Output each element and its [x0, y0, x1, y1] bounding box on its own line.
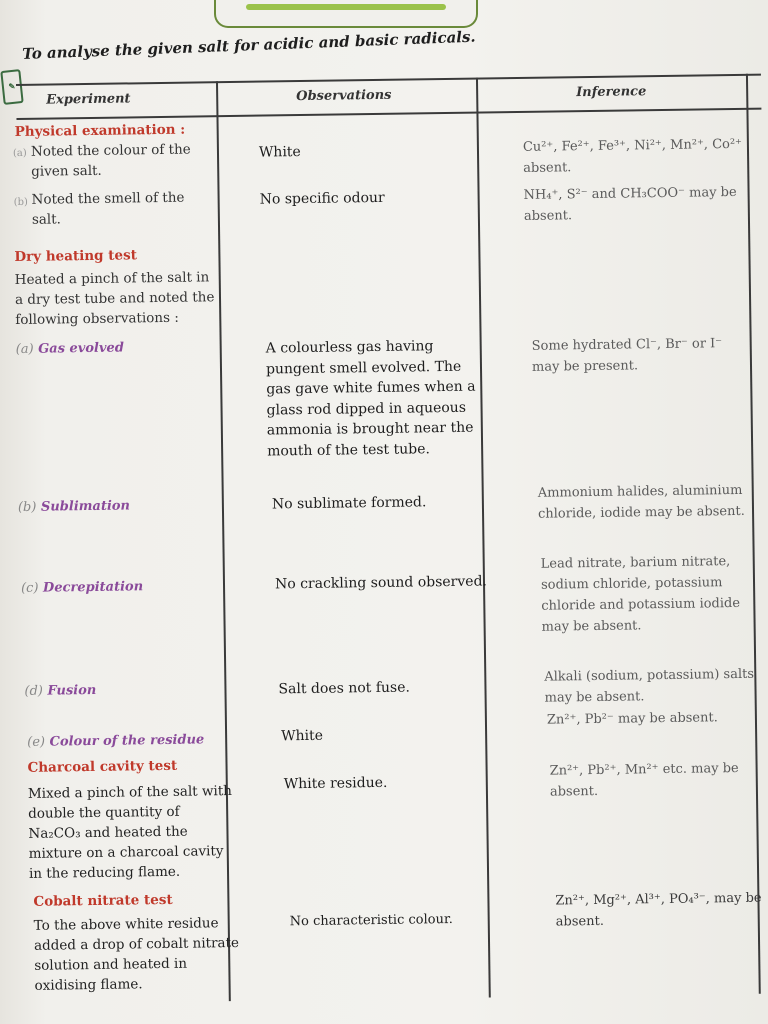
sublimation-inference: Ammonium halides, aluminium chloride, iodide may be absent. — [537, 482, 745, 522]
cobalt-nitrate-observation: No characteristic colour. — [289, 911, 453, 930]
decrepitation-observation: No crackling sound observed. — [274, 573, 488, 593]
dry-heating-text: Heated a pinch of the salt in a dry test tube and noted the following observations : — [14, 269, 215, 329]
sublimation-label-text: Sublimation — [40, 498, 131, 515]
decrepitation-marker: (c) — [20, 580, 39, 596]
cobalt-nitrate-heading: Cobalt nitrate test — [33, 891, 173, 910]
fusion-inference: Alkali (sodium, potassium) salts may be absent. — [544, 666, 755, 706]
physical-a-marker: (a) — [12, 147, 27, 160]
residue-colour-label — [27, 732, 204, 749]
sublimation-label — [18, 498, 130, 515]
charcoal-cavity-inference: Zn²⁺, Pb²⁺, Mn²⁺ etc. may be absent. — [549, 760, 739, 800]
residue-colour-observation: White — [281, 727, 324, 745]
residue-colour-inference: Zn²⁺, Pb²⁻ may be absent. — [546, 710, 718, 728]
physical-b-inference: NH₄⁺, S²⁻ and CH₃COO⁻ may be absent. — [523, 184, 737, 224]
fusion-observation: Salt does not fuse. — [278, 679, 411, 698]
header-experiment: Experiment — [46, 91, 131, 108]
analysis-table — [12, 74, 768, 1004]
gas-evolved-observation: A colourless gas having pungent smell evolved. The gas gave white fumes when a glass rod dipped in aqueous ammonia is brought near the mouth of the test tube. — [265, 338, 476, 460]
cobalt-nitrate-text: To the above white residue added a drop of cobalt nitrate solution and heated in oxidising flame. — [33, 915, 240, 994]
gas-evolved-marker: (a) — [15, 341, 34, 358]
decrepitation-inference: Lead nitrate, barium nitrate, sodium chloride, potassium chloride and potassium iodide may be absent. — [540, 554, 741, 635]
physical-a-text: Noted the colour of the given salt. — [30, 141, 191, 180]
sublimation-marker: (b) — [17, 499, 37, 516]
physical-a-observation: White — [258, 144, 301, 161]
fusion-label-text: Fusion — [47, 682, 97, 699]
cobalt-nitrate-inference: Zn²⁺, Mg²⁺, Al³⁺, PO₄³⁻, may be absent. — [555, 890, 762, 930]
fusion-marker: (d) — [24, 683, 44, 699]
section-heading-banner — [214, 0, 478, 28]
decrepitation-label-text: Decrepitation — [42, 579, 144, 596]
table-right-border — [746, 74, 760, 994]
fusion-label — [24, 683, 96, 699]
physical-b-marker: (b) — [13, 196, 28, 209]
header-divider — [16, 108, 761, 120]
residue-colour-marker: (e) — [27, 734, 46, 750]
residue-colour-label-text: Colour of the residue — [49, 732, 205, 750]
sublimation-observation: No sublimate formed. — [271, 494, 427, 513]
physical-b-text: Noted the smell of the salt. — [31, 189, 185, 228]
dry-heating-heading: Dry heating test — [14, 247, 138, 266]
gas-evolved-label-text: Gas evolved — [38, 340, 124, 357]
physical-exam-heading: Physical examination : — [14, 121, 186, 141]
aim-icon: ✎ — [0, 69, 23, 105]
header-inference: Inference — [576, 84, 647, 101]
header-observations: Observations — [296, 87, 392, 105]
table-top-border — [16, 74, 761, 86]
charcoal-cavity-observation: White residue. — [283, 774, 388, 793]
column-divider-2 — [476, 78, 490, 998]
charcoal-cavity-text: Mixed a pinch of the salt with double the quantity of Na₂CO₃ and heated the mixture on a charcoal cavity in the reducing flame. — [27, 783, 233, 882]
physical-a-inference: Cu²⁺, Fe²⁺, Fe³⁺, Ni²⁺, Mn²⁺, Co²⁺ absent. — [522, 136, 743, 176]
aim-title: To analyse the given salt for acidic and basic radicals. — [22, 27, 476, 63]
physical-b-observation: No specific odour — [259, 189, 385, 208]
gas-evolved-label — [16, 341, 124, 358]
decrepitation-label — [21, 579, 143, 596]
gas-evolved-inference: Some hydrated Cl⁻, Br⁻ or I⁻ may be present. — [531, 336, 723, 375]
charcoal-cavity-heading: Charcoal cavity test — [27, 757, 178, 776]
